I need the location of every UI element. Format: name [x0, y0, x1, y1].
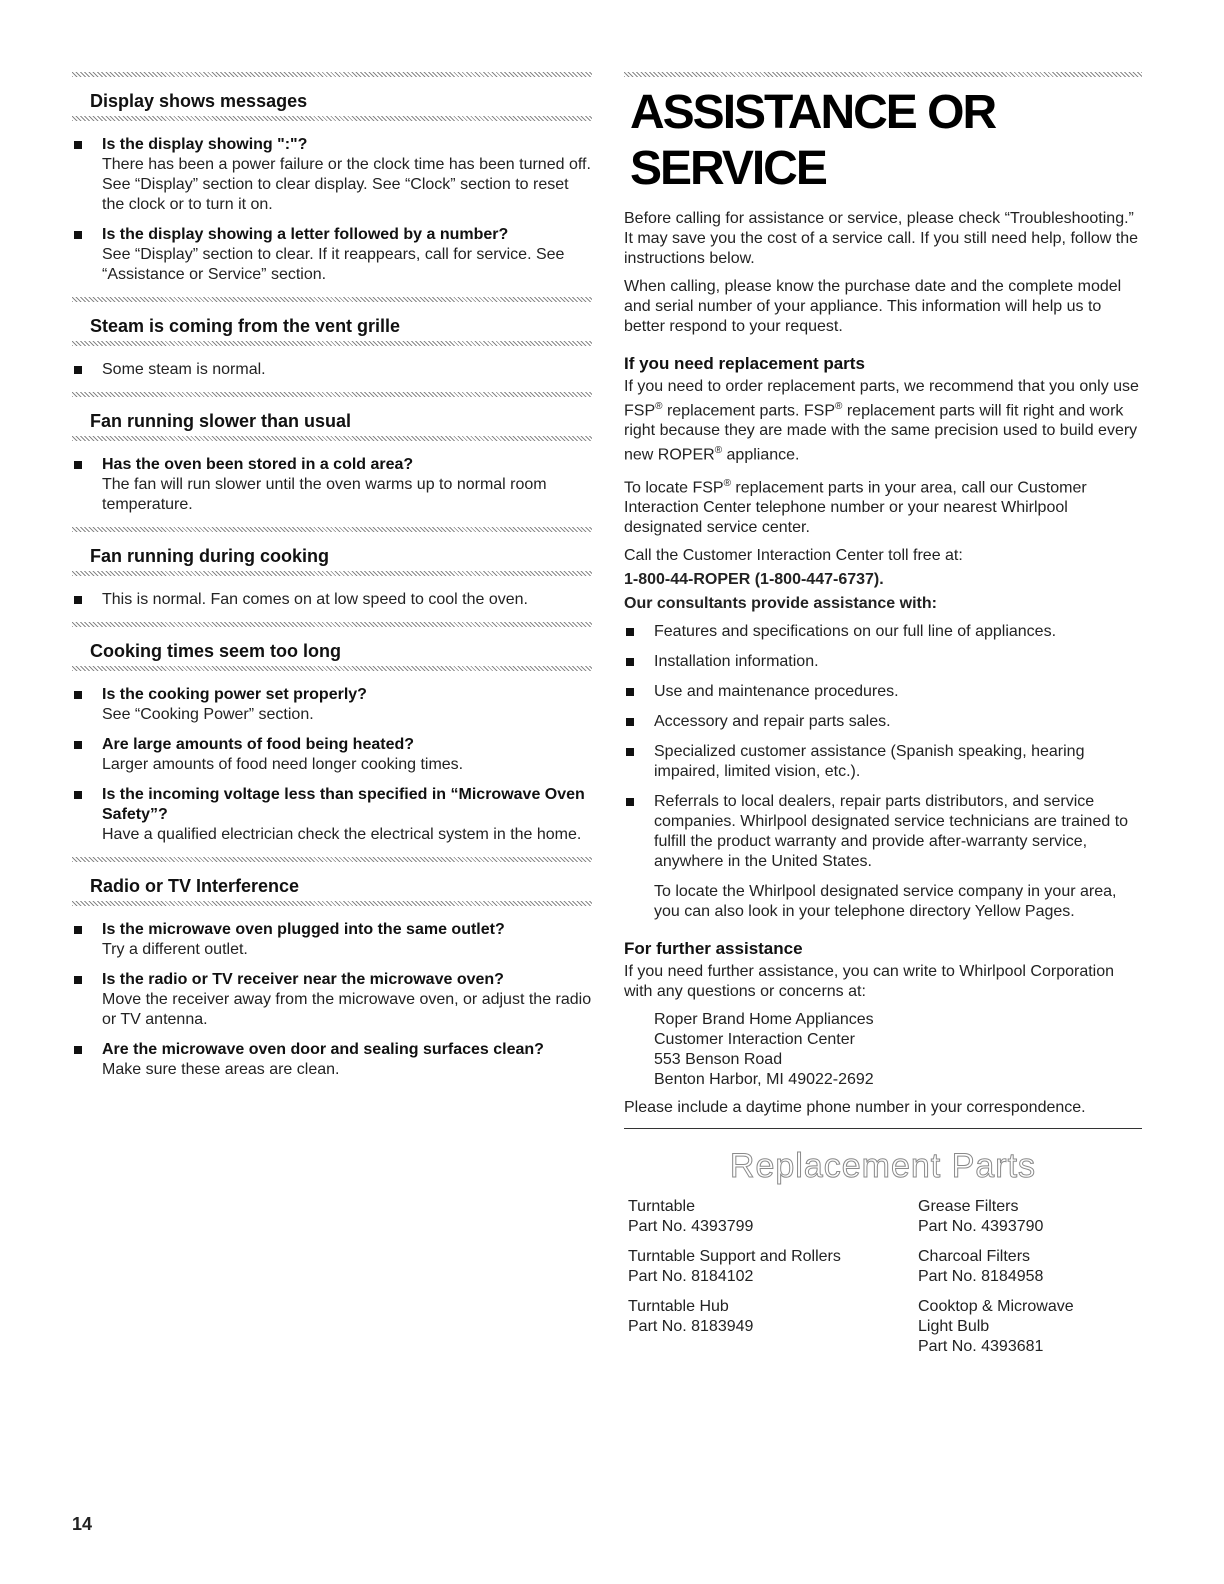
parts-column-left	[628, 1197, 878, 1367]
list-item	[72, 1040, 592, 1080]
address-line: Benton Harbor, MI 49022-2692	[654, 1070, 874, 1088]
section-title: Steam is coming from the vent grille	[90, 316, 401, 336]
answer: The fan will run slower until the oven warms up to normal room temperature.	[102, 476, 547, 513]
part-number: Part No. 4393681	[918, 1337, 1044, 1355]
section-display-messages	[72, 72, 592, 285]
part-number: Part No. 8184958	[918, 1267, 1044, 1285]
section-radio-tv	[72, 857, 592, 1080]
page-number: 14	[72, 1514, 93, 1534]
part-entry	[628, 1197, 878, 1237]
part-number: Part No. 4393799	[628, 1217, 754, 1235]
list-item	[72, 685, 592, 725]
address-line: Roper Brand Home Appliances	[654, 1010, 874, 1028]
section-title: Cooking times seem too long	[90, 641, 342, 661]
list-item	[72, 970, 592, 1030]
question: Is the microwave oven plugged into the same outlet?	[102, 921, 505, 938]
locate-service-paragraph: To locate the Whirlpool designated service company in your area, you can also look in your telephone directory Yellow Pages.	[654, 882, 1117, 920]
assistance-column	[624, 72, 1142, 1367]
hatch-divider	[624, 72, 1142, 77]
answer: See “Cooking Power” section.	[102, 706, 314, 723]
section-title: Display shows messages	[90, 91, 308, 111]
answer: Have a qualified electrician check the electrical system in the home.	[102, 826, 582, 843]
section-title: Fan running during cooking	[90, 546, 329, 566]
question: Are the microwave oven door and sealing surfaces clean?	[102, 1041, 544, 1058]
part-name-line2: Light Bulb	[918, 1317, 990, 1335]
question: Is the incoming voltage less than specified in “Microwave Oven Safety”?	[102, 786, 585, 823]
replacement-parts-title: Replacement Parts	[729, 1146, 1037, 1185]
part-number: Part No. 8183949	[628, 1317, 754, 1335]
phone-number: 1-800-44-ROPER (1-800-447-6737).	[624, 570, 884, 588]
list-item	[72, 735, 592, 775]
further-assistance-heading: For further assistance	[624, 938, 803, 958]
question: Has the oven been stored in a cold area?	[102, 456, 414, 473]
list-item: Features and specifications on our full line of appliances.	[624, 622, 1142, 642]
locate-parts-paragraph: To locate FSP® replacement parts in your area, call our Customer Interaction Center telephone number or your nearest Whirlpool designated service center.	[624, 477, 1087, 536]
address-line: 553 Benson Road	[654, 1050, 783, 1068]
list-item: Installation information.	[624, 652, 1142, 672]
part-name: Turntable Support and Rollers	[628, 1247, 841, 1265]
question: Is the display showing a letter followed by a number?	[102, 226, 509, 243]
parts-column-right	[918, 1197, 1138, 1367]
list-item	[72, 590, 592, 610]
list-item	[72, 920, 592, 960]
answer: Try a different outlet.	[102, 941, 248, 958]
hatch-divider	[72, 436, 592, 441]
list-item	[72, 225, 592, 285]
section-title: Radio or TV Interference	[90, 876, 300, 896]
call-line: Call the Customer Interaction Center toll free at:	[624, 546, 963, 564]
answer: See “Display” section to clear. If it reappears, call for service. See “Assistance or Service” section.	[102, 246, 565, 283]
consultants-heading: Our consultants provide assistance with:	[624, 594, 937, 612]
hatch-divider	[72, 571, 592, 576]
section-title: Fan running slower than usual	[90, 411, 352, 431]
answer: Make sure these areas are clean.	[102, 1061, 340, 1078]
part-number: Part No. 8184102	[628, 1267, 754, 1285]
intro-paragraph: When calling, please know the purchase date and the complete model and serial number of your appliance. This information will help us to better respond to your request.	[624, 278, 1122, 335]
intro-paragraph: Before calling for assistance or service, please check “Troubleshooting.” It may save you the cost of a service call. If you still need help, follow the instructions below.	[624, 210, 1139, 267]
mailing-address	[624, 1010, 1142, 1090]
troubleshooting-column	[72, 72, 592, 1092]
list-item	[72, 360, 592, 380]
list-item: Use and maintenance procedures.	[624, 682, 1142, 702]
page-title: ASSISTANCE OR SERVICE	[630, 86, 996, 195]
hatch-divider	[72, 901, 592, 906]
part-entry	[628, 1247, 878, 1287]
hatch-divider	[72, 666, 592, 671]
list-item: Referrals to local dealers, repair parts distributors, and service companies. Whirlpool designated service technicians are trained to fulfill the product warranty and provide after-warranty service, anywhere in the United States.	[624, 792, 1142, 872]
question: Is the cooking power set properly?	[102, 686, 367, 703]
parts-grid	[624, 1197, 1142, 1367]
part-entry	[628, 1297, 878, 1337]
part-name: Cooktop & Microwave	[918, 1297, 1074, 1315]
address-line: Customer Interaction Center	[654, 1030, 855, 1048]
answer: Larger amounts of food need longer cooking times.	[102, 756, 464, 773]
part-entry	[918, 1247, 1138, 1287]
answer: Move the receiver away from the microwave oven, or adjust the radio or TV antenna.	[102, 991, 592, 1028]
assistance-list	[624, 622, 1142, 872]
closing-note: Please include a daytime phone number in your correspondence.	[624, 1098, 1086, 1116]
section-steam-vent	[72, 297, 592, 380]
list-item: Specialized customer assistance (Spanish speaking, hearing impaired, limited vision, etc.).	[624, 742, 1142, 782]
replacement-parts-paragraph: If you need to order replacement parts, we recommend that you only use FSP® replacement parts. FSP® replacement parts will fit right and work right because they are made with the same precision used to build every new ROPER® appliance.	[624, 378, 1139, 464]
part-entry	[918, 1197, 1138, 1237]
answer: Some steam is normal.	[102, 361, 266, 378]
section-cooking-times	[72, 622, 592, 845]
part-name: Grease Filters	[918, 1197, 1019, 1215]
divider-line	[624, 1128, 1142, 1129]
answer: There has been a power failure or the clock time has been turned off. See “Display” section to clear display. See “Clock” section to reset the clock or to turn it on.	[102, 156, 591, 213]
question: Is the display showing ":"?	[102, 136, 308, 153]
answer: This is normal. Fan comes on at low speed to cool the oven.	[102, 591, 528, 608]
list-item	[72, 135, 592, 215]
section-fan-slower	[72, 392, 592, 515]
question: Are large amounts of food being heated?	[102, 736, 415, 753]
hatch-divider	[72, 116, 592, 121]
question: Is the radio or TV receiver near the microwave oven?	[102, 971, 504, 988]
list-item	[72, 785, 592, 845]
part-name: Turntable	[628, 1197, 695, 1215]
hatch-divider	[72, 341, 592, 346]
part-name: Charcoal Filters	[918, 1247, 1031, 1265]
further-assistance-paragraph: If you need further assistance, you can write to Whirlpool Corporation with any questions or concerns at:	[624, 962, 1115, 1000]
part-number: Part No. 4393790	[918, 1217, 1044, 1235]
part-entry	[918, 1297, 1138, 1357]
replacement-parts-heading: If you need replacement parts	[624, 354, 865, 373]
part-name: Turntable Hub	[628, 1297, 729, 1315]
list-item: Accessory and repair parts sales.	[624, 712, 1142, 732]
list-item	[72, 455, 592, 515]
section-fan-during-cooking	[72, 527, 592, 610]
